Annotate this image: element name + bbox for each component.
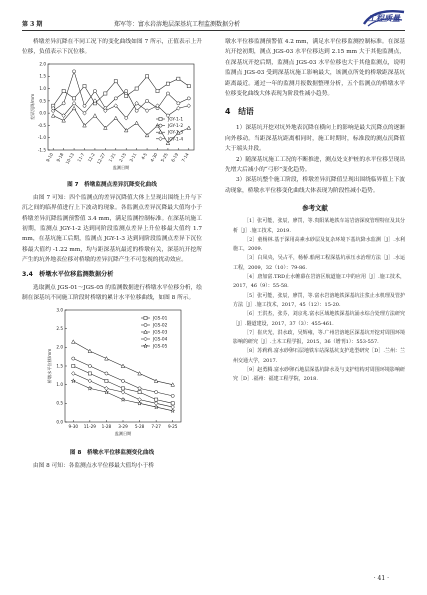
data-point: [83, 84, 86, 87]
paragraph: 墩水平位移监测预警值 4.2 mm，满足水平位移监测控制标准。在深基坑开挖初期，测点 JGS-03 水平位移达到 2.15 mm 大于其他监测点，在深基坑开挖后期，监测点 JGS-03 水平位移也大于其他监测点，说明监测点 JGS-03 受到深基坑施工影响最大，该测点所处的桥墩距深基坑距离最近。通过一年的监测月报数据整理分析，五个监测点的桥墩水平位移变化曲线大体表现为阶段性减小趋势。: [225, 39, 405, 98]
paragraph: 选取测点 JGS-01～JGS-05 的监测数据进行桥墩水平位移分析，绘制在深基坑不同施工阶段时桥墩的累计水平位移曲线，如图 8 所示。: [22, 284, 202, 302]
data-point: [83, 104, 86, 107]
data-point: [138, 402, 142, 406]
legend-entry: JGY-1-1: [168, 117, 184, 123]
x-tick-label: 12-27: [95, 151, 107, 165]
x-tick-label: 9-25: [167, 424, 178, 430]
legend-marker: [144, 324, 147, 327]
y-tick-label: -1.5: [37, 147, 46, 153]
legend-entry: JGY-1-4: [168, 137, 184, 143]
y-tick-label: 1.5: [39, 73, 46, 79]
data-point: [88, 350, 92, 354]
running-title: 郑军等：富水岩溶地层深基坑工程监测数据分析: [114, 21, 241, 28]
data-point: [187, 97, 190, 100]
data-point: [166, 92, 169, 95]
x-tick-label: 5-25: [159, 151, 169, 163]
x-tick-label: 9-18: [55, 151, 65, 163]
data-point: [138, 387, 141, 390]
data-point: [88, 365, 91, 368]
data-point: [62, 102, 65, 105]
data-point: [155, 391, 158, 394]
data-point: [72, 365, 75, 368]
data-point: [177, 106, 181, 110]
x-tick-label: 7-27: [151, 424, 161, 430]
data-point: [145, 99, 148, 102]
references-title: 参考文献: [302, 204, 328, 213]
x-tick-label: 4-5: [140, 151, 148, 161]
data-point: [145, 108, 149, 112]
data-point: [138, 391, 141, 394]
data-point: [105, 357, 109, 361]
reference-list: [225, 217, 405, 384]
x-tick-label: 4-30: [149, 151, 159, 163]
data-point: [154, 405, 158, 409]
legend-entry: JGS-04: [153, 337, 168, 343]
header-rule: [22, 30, 405, 31]
data-point: [145, 74, 148, 77]
data-point: [177, 77, 180, 80]
data-point: [71, 340, 75, 344]
reference-item: ［8］苏莉莉.富水砂卵石层地铁车站深基坑支护选型研究［D］.兰州：兰州交通大学，2017.: [233, 348, 405, 364]
x-tick-label: 10-13: [64, 151, 75, 165]
data-point: [138, 372, 142, 376]
legend-entry: JGY-1-3: [168, 130, 184, 136]
x-tick-label: 2-15: [117, 151, 128, 163]
reference-item: ［4］唐加富.TRD止水帷幕在岩溶区航道施工中的应用［J］.施工技术，2017，46（9）：55-58.: [233, 274, 405, 290]
y-tick-label: 0.0: [39, 110, 46, 116]
issue-number: 第 3 期: [22, 21, 43, 28]
section-heading-4: 4 结语: [225, 107, 254, 117]
legend-marker: [144, 317, 147, 320]
data-point: [71, 379, 75, 383]
legend-marker: [144, 344, 148, 348]
reference-item: ［6］王洪杰，张芬，刘京兆.富水区域地铁深基坑涌水综合处理方法研究［J］.隧道建设，2017，37（3）：455-461.: [233, 311, 405, 327]
x-tick-label: 6-19: [170, 151, 180, 163]
y-tick-label: 0.0: [56, 419, 63, 425]
reference-item: ［2］童杨林.基于深用高素水砂层及复杂环境下基坑降水监测［J］.水利施工，2009.: [233, 236, 405, 253]
data-point: [72, 357, 75, 360]
data-point: [93, 114, 97, 118]
data-point: [72, 70, 75, 73]
x-tick-label: 1-21: [107, 151, 117, 163]
data-point: [187, 84, 190, 87]
data-point: [171, 402, 174, 405]
data-point: [121, 387, 124, 390]
reference-item: ［5］张可能，张辰，廖罚，等.富水岩溶地铁深基坑注浆止水机理及管护方法［J］.施工技术，2017，45（12）：15-20.: [233, 292, 405, 308]
x-axis-label: 监测日期: [112, 164, 130, 170]
legend-entry: JGS-05: [153, 344, 168, 350]
y-tick-label: -1.0: [37, 134, 46, 140]
data-point: [171, 395, 174, 398]
y-tick-label: 2.0: [56, 345, 63, 351]
y-tick-label: 2.5: [56, 326, 63, 332]
data-point: [121, 391, 125, 395]
x-tick-label: 7-14: [180, 151, 190, 163]
data-point: [135, 87, 138, 90]
reference-item: ［9］赵勇腾.富水砂卵石地层深基坑降水及与支护结构对周围环境影响研究［D］.福州：福建工程学院，2018.: [233, 367, 405, 383]
x-tick-label: 9-10: [44, 151, 55, 163]
legend: [141, 316, 168, 350]
data-point: [105, 372, 108, 375]
x-tick-label: 1-28: [101, 424, 112, 430]
legend-marker: [144, 337, 148, 341]
chart-pier-horizontal-displacement: [37, 306, 187, 446]
figure-7-caption: 图 7 桥墩监测点差异沉降变化曲线: [67, 181, 157, 188]
data-point: [93, 89, 96, 92]
data-point: [166, 82, 169, 85]
x-tick-label: 9-30: [68, 424, 79, 430]
x-axis-label: 监测日期: [114, 431, 132, 437]
y-tick-label: 3.0: [56, 307, 63, 313]
legend-marker: [159, 124, 162, 127]
reference-item: ［7］崔庆光，洪水政，吴辉雍，等.广州岩溶地区深基坑开挖对周围环境影响的研究［J］.土木工程学报，2015，36（增刊1）：553-557.: [233, 329, 405, 346]
data-point: [114, 97, 117, 100]
y-tick-label: 1.0: [56, 382, 63, 388]
data-point: [104, 92, 107, 95]
svg-text:工程质量: 工程质量: [368, 14, 400, 23]
paragraph: 由图 8 可知：各监测点水平位移最大值均小于桥: [33, 463, 154, 470]
legend-marker: [159, 137, 163, 141]
data-point: [72, 97, 75, 100]
data-point: [177, 102, 180, 105]
data-point: [154, 380, 158, 384]
y-tick-label: 1.0: [39, 85, 46, 91]
data-point: [156, 89, 159, 92]
x-tick-label: 11-7: [76, 151, 86, 163]
data-point: [88, 379, 92, 383]
y-axis-label: 桥墩水平位移/mm: [47, 349, 52, 384]
data-point: [51, 114, 55, 118]
data-point: [62, 89, 65, 92]
x-tick-label: 5-28: [134, 424, 145, 430]
data-point: [71, 372, 75, 376]
running-header: [22, 18, 405, 30]
conclusion-1: 1）深基坑开挖对坑外地表沉降在横向上的影响是最大沉降点的逐渐向外移动。当距深基坑距离相同时，施工时期时，标准段的测点沉降值大于端头井段。: [225, 125, 405, 153]
legend-marker: [159, 117, 162, 120]
reference-item: ［1］张可能，张辰，廖罚，等.贵阳某地铁车站岩溶深度管理特征及其分析［J］.施工技术，2019.: [233, 218, 405, 234]
series-line: [53, 76, 189, 105]
y-tick-label: 0.5: [56, 401, 63, 407]
conclusion-2: 2）随深基坑施工工况的不断推进，测点处支护桩的水平位移呈现出先增大后减小的“弓形”变化趋势。: [225, 156, 405, 174]
paragraph: 由图 7 可知：四个监测点的差异沉降值大体上呈现出围绕上升与下沉之间的临界值进行上下波动的现象。各监测点差异沉降最大值均小于桥墩差异沉降监测预警值 3.4 mm，满足监测控制标准。在深基坑施工初期，监测点 JGY-1-2 达到同阶段监测点差异上升位移最大值约 1.7 mm，在基坑施工后期，监测点 JGY-1-3 达到同阶段监测点差异下沉位移最大值约 -1.22 mm，均与距深基坑最近的桥墩有关，深基坑开挖所产生的坑外地表位移对桥墩的差异沉降产生不可忽视的扰动效应。: [22, 194, 202, 264]
data-point: [121, 380, 124, 383]
data-point: [125, 94, 128, 97]
y-tick-label: 1.5: [56, 363, 63, 369]
x-tick-label: 11-29: [83, 424, 96, 430]
legend-entry: JGS-02: [153, 323, 168, 329]
series-group: [71, 340, 174, 413]
section-heading-3-4: 3.4 桥墩水平位移监测数据分析: [22, 270, 114, 278]
data-point: [171, 409, 175, 413]
data-point: [121, 365, 125, 369]
figure-7: [24, 60, 200, 178]
data-point: [72, 106, 76, 110]
data-point: [121, 398, 125, 402]
conclusion-3: 3）深基坑整个施工阶段，桥墩差异沉降值呈现出围绕临界值上下波动现象，桥墩水平位移变化曲线大体表现为阶段性减小趋势。: [225, 177, 405, 194]
data-point: [155, 398, 158, 401]
y-tick-label: 2.0: [39, 61, 46, 67]
legend-entry: JGS-01: [153, 316, 168, 322]
y-tick-label: 0.5: [39, 98, 46, 104]
x-tick-label: 12-2: [86, 151, 96, 163]
data-point: [135, 121, 139, 125]
x-tick-label: 3-11: [128, 151, 138, 163]
paragraph: 桥墩差异沉降在不同工况下的变化曲线如图 7 所示，正值表示上升位移，负值表示下沉位移。: [22, 39, 202, 56]
data-point: [187, 126, 191, 130]
page-number: · 41 ·: [373, 575, 389, 582]
legend-entry: JGS-03: [153, 330, 168, 336]
data-point: [114, 79, 117, 82]
chart-differential-settlement: [24, 60, 200, 178]
data-point: [105, 380, 108, 383]
y-axis-label: 差异沉降/mm: [30, 93, 35, 120]
figure-8: [37, 306, 187, 446]
journal-logo: [362, 6, 406, 28]
data-point: [187, 104, 191, 108]
right-column: [225, 37, 405, 385]
data-point: [104, 390, 108, 394]
data-point: [125, 89, 128, 92]
y-tick-label: -0.5: [37, 122, 46, 128]
data-point: [88, 372, 91, 375]
data-point: [135, 109, 138, 112]
reference-item: ［3］白凤央，吴占平，杨桥.船闸工程深基坑承压水治理方法［J］.水运工程，2009，32（10）：79-86.: [233, 255, 405, 271]
figure-8-caption: 图 8 桥墩水平位移监测变化曲线: [69, 450, 155, 457]
data-point: [88, 387, 92, 391]
legend-entry: JGY-1-2: [168, 123, 184, 129]
left-column: [22, 37, 202, 472]
data-point: [114, 116, 118, 120]
x-tick-label: 3-29: [118, 424, 128, 430]
